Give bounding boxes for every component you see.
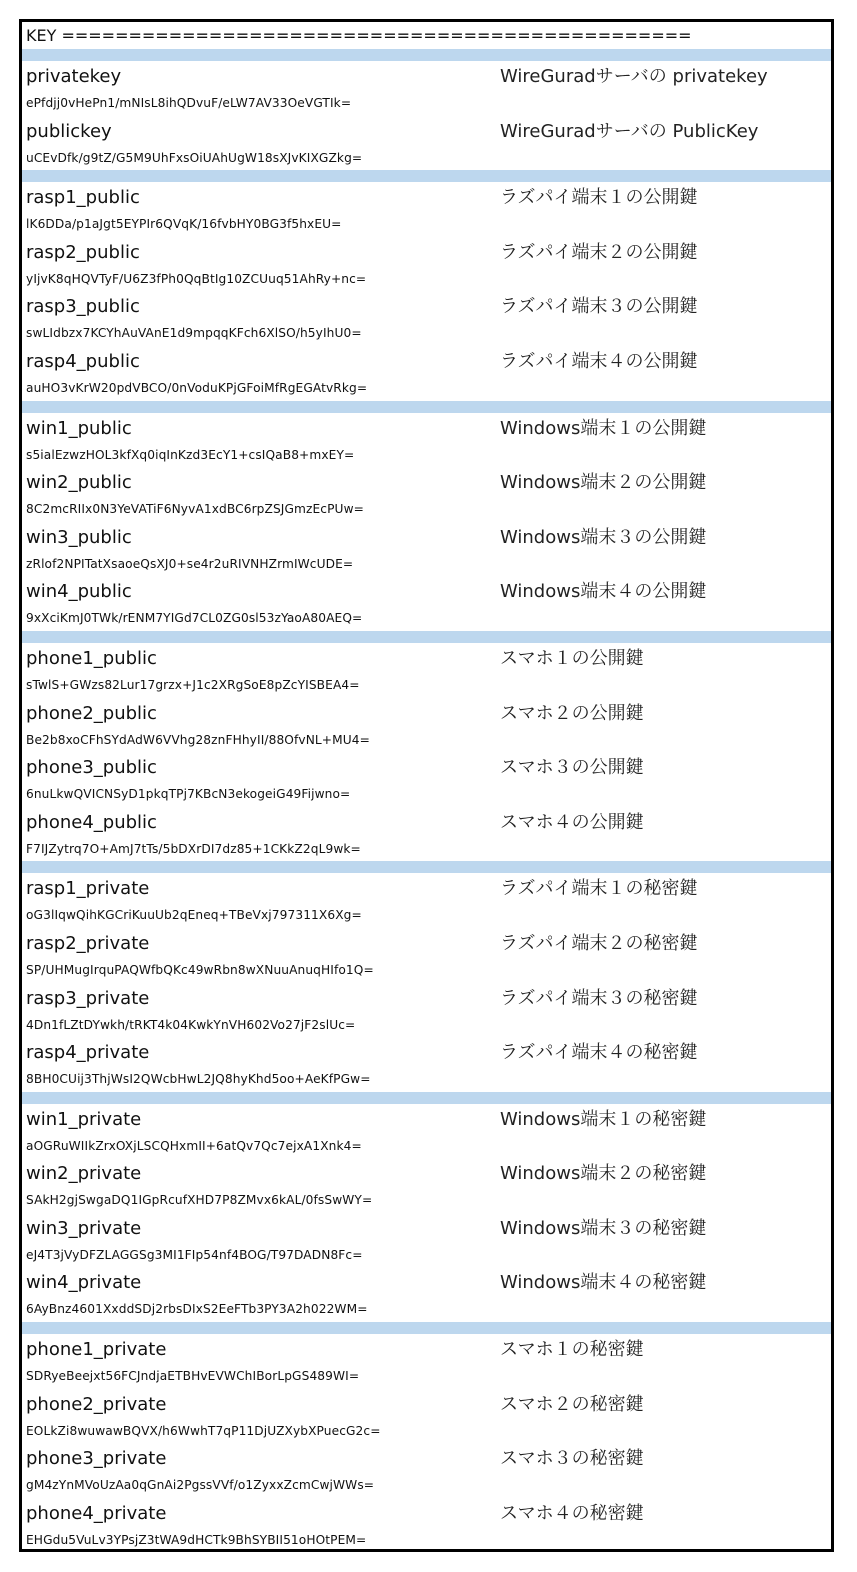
key-group bbox=[22, 413, 831, 631]
entry-key-value: 6AyBnz4601XxddSDj2rbsDIxS2EeFTb3PY3A2h022WM= bbox=[26, 1302, 368, 1317]
key-group bbox=[22, 1104, 831, 1322]
entry-key-value: 8BH0CUij3ThjWsI2QWcbHwL2JQ8hyKhd5oo+AeKfPGw= bbox=[26, 1072, 371, 1087]
entry-name: rasp1_public bbox=[26, 187, 140, 209]
key-group bbox=[22, 643, 831, 861]
entry-description: ラズパイ端末２の公開鍵 bbox=[500, 241, 698, 263]
entry-key-value: yIjvK8qHQVTyF/U6Z3fPh0QqBtIg10ZCUuq51AhRy+nc= bbox=[26, 271, 367, 286]
entry-description: Windows端末４の秘密鍵 bbox=[500, 1272, 707, 1294]
key-header: KEY =============================================== bbox=[26, 26, 692, 45]
key-entry bbox=[22, 1158, 831, 1213]
entry-name: win3_private bbox=[26, 1217, 142, 1239]
key-entry bbox=[22, 413, 831, 468]
entry-name: win3_public bbox=[26, 526, 132, 548]
entry-name: rasp2_private bbox=[26, 932, 150, 954]
key-group bbox=[22, 873, 831, 1091]
entry-key-value: gM4zYnMVoUzAa0qGnAi2PgssVVf/o1ZyxxZcmCwjWWs= bbox=[26, 1478, 375, 1493]
key-sheet bbox=[19, 19, 834, 1552]
entry-description: ラズパイ端末４の秘密鍵 bbox=[500, 1042, 698, 1064]
entry-key-value: 6nuLkwQVICNSyD1pkqTPj7KBcN3ekogeiG49Fijwno= bbox=[26, 787, 351, 802]
entry-description: Windows端末３の秘密鍵 bbox=[500, 1217, 707, 1239]
entry-description: スマホ２の公開鍵 bbox=[500, 702, 644, 724]
key-entry bbox=[22, 116, 831, 171]
key-entry bbox=[22, 643, 831, 698]
key-entry bbox=[22, 1443, 831, 1498]
entry-key-value: 8C2mcRIIx0N3YeVATiF6NyvA1xdBC6rpZSJGmzEcPUw= bbox=[26, 502, 364, 517]
entry-description: ラズパイ端末４の公開鍵 bbox=[500, 350, 698, 372]
entry-name: phone4_private bbox=[26, 1502, 167, 1524]
entry-description: Windows端末１の公開鍵 bbox=[500, 417, 707, 439]
entry-key-value: Be2b8xoCFhSYdAdW6VVhg28znFHhyII/88OfvNL+MU4= bbox=[26, 732, 370, 747]
key-entry bbox=[22, 983, 831, 1038]
key-entry bbox=[22, 237, 831, 292]
key-entry bbox=[22, 928, 831, 983]
entry-name: rasp4_private bbox=[26, 1042, 150, 1064]
entry-key-value: SAkH2gjSwgaDQ1IGpRcufXHD7P8ZMvx6kAL/0fsSwWY= bbox=[26, 1193, 373, 1208]
key-entry bbox=[22, 182, 831, 237]
entry-description: ラズパイ端末３の秘密鍵 bbox=[500, 987, 698, 1009]
key-entry bbox=[22, 1037, 831, 1092]
entry-key-value: 4Dn1fLZtDYwkh/tRKT4k04KwkYnVH602Vo27jF2slUc= bbox=[26, 1017, 356, 1032]
entry-name: privatekey bbox=[26, 66, 122, 87]
key-entry bbox=[22, 467, 831, 522]
group-separator bbox=[22, 49, 831, 61]
entry-description: Windows端末４の公開鍵 bbox=[500, 581, 707, 603]
entry-key-value: 9xXciKmJ0TWk/rENM7YIGd7CL0ZG0sl53zYaoA80AEQ= bbox=[26, 611, 363, 626]
group-separator bbox=[22, 1092, 831, 1104]
entry-name: phone2_public bbox=[26, 702, 157, 724]
entry-description: スマホ３の秘密鍵 bbox=[500, 1448, 644, 1470]
entry-description: Windows端末３の公開鍵 bbox=[500, 526, 707, 548]
entry-description: Windows端末２の公開鍵 bbox=[500, 472, 707, 494]
entry-key-value: aOGRuWIIkZrxOXjLSCQHxmII+6atQv7Qc7ejxA1Xnk4= bbox=[26, 1138, 362, 1153]
entry-name: win2_public bbox=[26, 472, 132, 494]
entry-key-value: zRlof2NPITatXsaoeQsXJ0+se4r2uRIVNHZrmIWcUDE= bbox=[26, 556, 354, 571]
entry-name: phone3_public bbox=[26, 757, 157, 779]
entry-name: phone3_private bbox=[26, 1448, 167, 1470]
key-group bbox=[22, 61, 831, 170]
key-entry bbox=[22, 1267, 831, 1322]
entry-description: ラズパイ端末１の公開鍵 bbox=[500, 187, 698, 209]
entry-key-value: swLIdbzx7KCYhAuVAnE1d9mpqqKFch6XlSO/h5yIhU0= bbox=[26, 326, 362, 341]
key-entry bbox=[22, 346, 831, 401]
entry-name: rasp3_public bbox=[26, 296, 140, 318]
entry-key-value: lK6DDa/p1aJgt5EYPIr6QVqK/16fvbHY0BG3f5hxEU= bbox=[26, 217, 342, 232]
entry-key-value: ePfdjj0vHePn1/mNIsL8ihQDvuF/eLW7AV33OeVGTIk= bbox=[26, 96, 352, 110]
entry-name: phone1_public bbox=[26, 647, 157, 669]
group-separator bbox=[22, 170, 831, 182]
entry-key-value: EHGdu5VuLv3YPsjZ3tWA9dHCTk9BhSYBII51oHOtPEM= bbox=[26, 1532, 367, 1547]
entry-description: ラズパイ端末２の秘密鍵 bbox=[500, 932, 698, 954]
entry-description: スマホ４の秘密鍵 bbox=[500, 1502, 644, 1524]
key-entry bbox=[22, 807, 831, 862]
key-entry bbox=[22, 752, 831, 807]
entry-name: win4_private bbox=[26, 1272, 142, 1294]
key-group bbox=[22, 1334, 831, 1552]
entry-description: Windows端末１の秘密鍵 bbox=[500, 1108, 707, 1130]
entry-name: phone4_public bbox=[26, 811, 157, 833]
key-entry bbox=[22, 1389, 831, 1444]
key-entry bbox=[22, 873, 831, 928]
entry-key-value: auHO3vKrW20pdVBCO/0nVoduKPjGFoiMfRgEGAtvRkg= bbox=[26, 380, 368, 395]
group-separator bbox=[22, 631, 831, 643]
entry-key-value: SP/UHMugIrquPAQWfbQKc49wRbn8wXNuuAnuqHIfo1Q= bbox=[26, 962, 374, 977]
entry-key-value: EOLkZi8wuwawBQVX/h6WwhT7qP11DjUZXybXPuecG2c= bbox=[26, 1423, 381, 1438]
entry-name: win4_public bbox=[26, 581, 132, 603]
entry-description: スマホ１の公開鍵 bbox=[500, 647, 644, 669]
key-entry bbox=[22, 522, 831, 577]
key-entry bbox=[22, 1498, 831, 1552]
entry-name: publickey bbox=[26, 120, 112, 142]
key-entry bbox=[22, 1213, 831, 1268]
entry-key-value: sTwlS+GWzs82Lur17grzx+J1c2XRgSoE8pZcYISBEA4= bbox=[26, 677, 360, 692]
key-entry bbox=[22, 698, 831, 753]
entry-name: phone1_private bbox=[26, 1339, 167, 1361]
entry-description: WireGuradサーバの PublicKey bbox=[500, 120, 759, 142]
entry-name: rasp2_public bbox=[26, 241, 140, 263]
entry-description: Windows端末２の秘密鍵 bbox=[500, 1163, 707, 1185]
entry-name: win2_private bbox=[26, 1163, 142, 1185]
entry-name: win1_private bbox=[26, 1108, 142, 1130]
entry-key-value: oG3lIqwQihKGCriKuuUb2qEneq+TBeVxj797311X6Xg= bbox=[26, 908, 362, 923]
entry-key-value: s5ialEzwzHOL3kfXq0iqInKzd3EcY1+csIQaB8+mxEY= bbox=[26, 447, 355, 462]
entry-name: rasp4_public bbox=[26, 350, 140, 372]
entry-description: スマホ３の公開鍵 bbox=[500, 757, 644, 779]
key-entry bbox=[22, 1334, 831, 1389]
entry-description: ラズパイ端末１の秘密鍵 bbox=[500, 878, 698, 900]
key-entry bbox=[22, 576, 831, 631]
entry-key-value: SDRyeBeejxt56FCJndjaETBHvEVWChIBorLpGS489WI= bbox=[26, 1369, 360, 1384]
group-separator bbox=[22, 861, 831, 873]
group-separator bbox=[22, 1322, 831, 1334]
entry-key-value: F7IJZytrq7O+AmJ7tTs/5bDXrDI7dz85+1CKkZ2qL9wk= bbox=[26, 841, 361, 856]
key-entry bbox=[22, 61, 831, 116]
key-entry bbox=[22, 291, 831, 346]
key-entry bbox=[22, 1104, 831, 1159]
entry-description: WireGuradサーバの privatekey bbox=[500, 66, 768, 87]
entry-key-value: uCEvDfk/g9tZ/G5M9UhFxsOiUAhUgW18sXJvKIXGZkg= bbox=[26, 150, 363, 165]
group-separator bbox=[22, 401, 831, 413]
entry-name: phone2_private bbox=[26, 1393, 167, 1415]
entry-name: win1_public bbox=[26, 417, 132, 439]
entry-name: rasp1_private bbox=[26, 878, 150, 900]
key-groups bbox=[22, 49, 831, 1552]
entry-description: スマホ２の秘密鍵 bbox=[500, 1393, 644, 1415]
entry-key-value: eJ4T3jVyDFZLAGGSg3MI1FIp54nf4BOG/T97DADN8Fc= bbox=[26, 1247, 363, 1262]
entry-description: スマホ１の秘密鍵 bbox=[500, 1339, 644, 1361]
entry-name: rasp3_private bbox=[26, 987, 150, 1009]
entry-description: スマホ４の公開鍵 bbox=[500, 811, 644, 833]
entry-description: ラズパイ端末３の公開鍵 bbox=[500, 296, 698, 318]
key-group bbox=[22, 182, 831, 400]
